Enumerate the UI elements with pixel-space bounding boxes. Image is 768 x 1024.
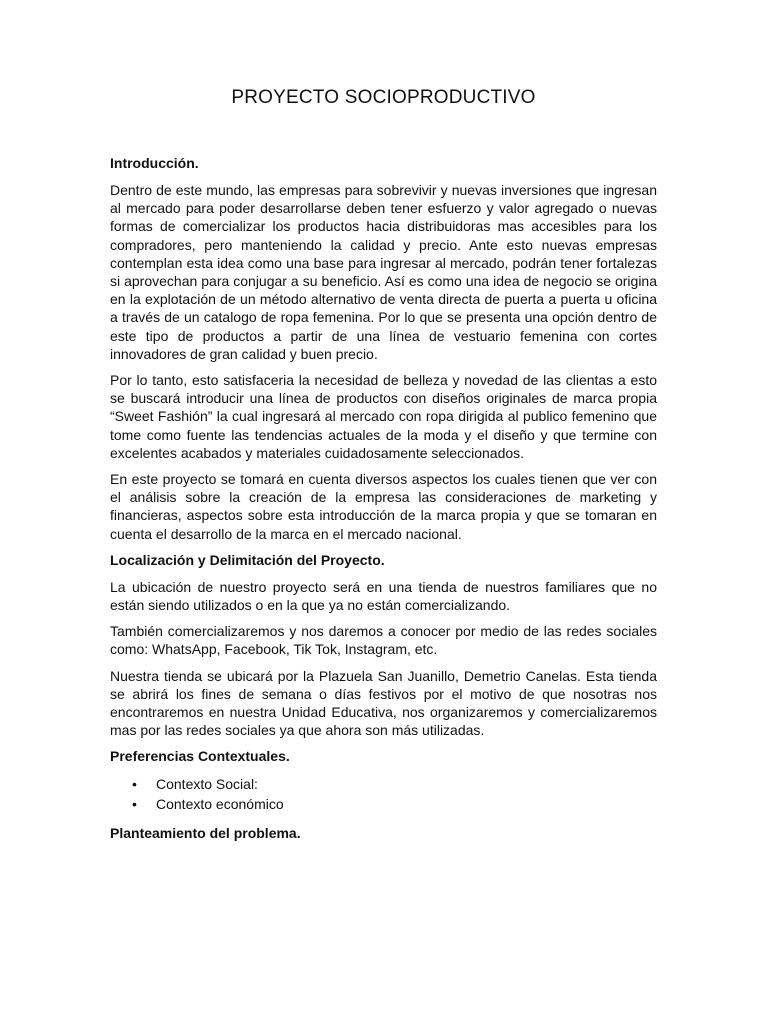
paragraph-localizacion-3: Nuestra tienda se ubicará por la Plazuela San Juanillo, Demetrio Canelas. Esta tienda se abrirá los fines de semana o días festivos por el motivo de que nosotras nos encontraremos en nuestra Unidad Educativa, nos organizaremos y comercializaremos mas por las redes sociales ya que ahora son más utilizadas.	[110, 667, 657, 739]
section-preferencias	[110, 747, 657, 814]
paragraph-introduccion-1: Dentro de este mundo, las empresas para sobrevivir y nuevas inversiones que ingresan al mercado para poder desarrollarse deben tener esfuerzo y valor agregado o nuevas formas de comercializar los productos hacia distribuidoras mas accesibles para los compradores, pero manteniendo la calidad y precio. Ante esto nuevas empresas contemplan esta idea como una base para ingresar al mercado, podrán tener fortalezas si aprovechan para conjugar a su beneficio. Así es como una idea de negocio se origina en la explotación de un método alternativo de venta directa de puerta a puerta u oficina a través de un catalogo de ropa femenina. Por lo que se presenta una opción dentro de este tipo de productos a partir de una línea de vestuario femenina con cortes innovadores de gran calidad y buen precio.	[110, 182, 657, 362]
section-heading-localizacion: Localización y Delimitación del Proyecto.	[110, 551, 385, 568]
bullet-icon: •	[132, 776, 137, 793]
paragraph-localizacion-2: También comercializaremos y nos daremos a conocer por medio de las redes sociales como: WhatsApp, Facebook, Tik Tok, Instagram, etc.	[110, 623, 657, 658]
list-item-text: Contexto Social:	[156, 776, 258, 793]
paragraph-introduccion-3: En este proyecto se tomará en cuenta diversos aspectos los cuales tienen que ver con el análisis sobre la creación de la empresa las consideraciones de marketing y financieras, aspectos sobre esta introducción de la marca propia y que se tomaran en cuenta el desarrollo de la marca en el mercado nacional.	[110, 471, 657, 542]
paragraph-introduccion-2: Por lo tanto, esto satisfaceria la necesidad de belleza y novedad de las clientas a esto se buscará introducir una línea de productos con diseños originales de marca propia “Sweet Fashión” la cual ingresará al mercado con ropa dirigida al publico femenino que tome como fuente las tendencias actuales de la moda y el diseño y que termine con excelentes acabados y materiales cuidadosamente seleccionados.	[110, 372, 657, 461]
list-item	[110, 794, 657, 814]
section-heading-preferencias: Preferencias Contextuales.	[110, 748, 290, 765]
section-localizacion	[110, 551, 657, 740]
section-heading-planteamiento: Planteamiento del problema.	[110, 825, 301, 842]
paragraph-localizacion-1: La ubicación de nuestro proyecto será en una tienda de nuestros familiares que no están siendo utilizados o en la que ya no están comercializando.	[110, 578, 657, 614]
list-item-text: Contexto económico	[156, 796, 284, 813]
section-heading-introduccion: Introducción.	[110, 155, 199, 171]
document-body	[110, 86, 657, 851]
list-item	[110, 774, 657, 794]
preferencias-bullet-list	[110, 774, 657, 814]
document-title: PROYECTO SOCIOPRODUCTIVO	[231, 87, 536, 108]
section-planteamiento	[110, 824, 657, 842]
bullet-icon: •	[132, 796, 137, 813]
section-introduccion	[110, 154, 657, 543]
